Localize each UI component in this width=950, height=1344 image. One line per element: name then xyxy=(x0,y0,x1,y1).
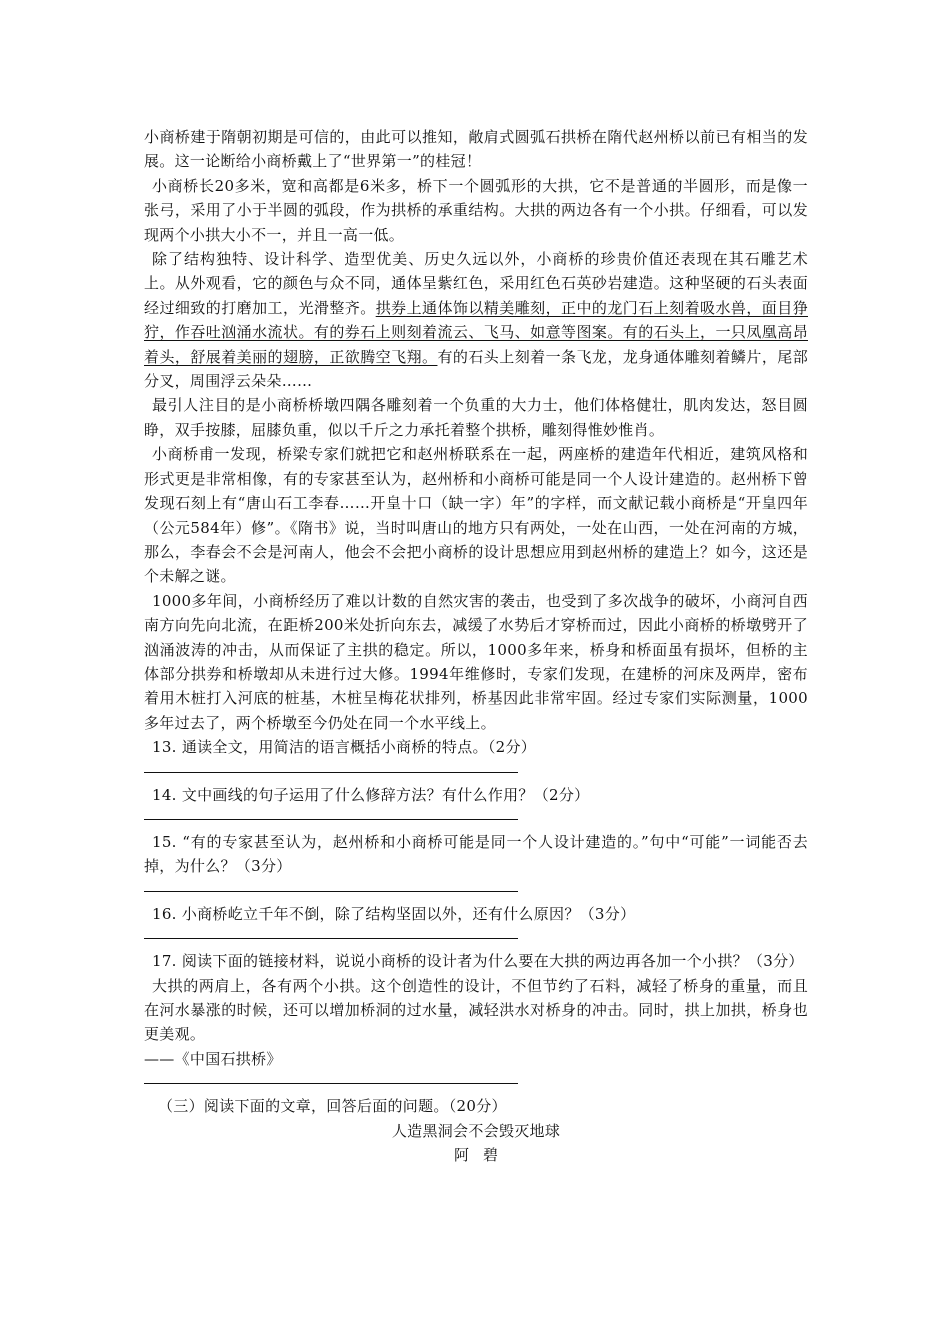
question-15: 15. “有的专家甚至认为，赵州桥和小商桥可能是同一个人设计建造的。”句中“可能”一词能否去掉，为什么？（3分） xyxy=(144,832,808,876)
answer-line-14[interactable] xyxy=(144,819,518,820)
article-title: 人造黑洞会不会毁灭地球 xyxy=(391,1121,561,1140)
document-body xyxy=(144,125,808,1167)
passage-paragraph-1: 小商桥建于隋朝初期是可信的，由此可以推知，敞肩式圆弧石拱桥在隋代赵州桥以前已有相当的发展。这一论断给小商桥戴上了“世界第一”的桂冠！ xyxy=(144,128,808,171)
paragraph-3-lead: 除了结构独特、设计科学、造型优美、历史久远以外，小商桥的珍贵价值还表现在其石雕艺术上。从外观看，它的颜色与众不同，通体呈紫红色，采用红色石英砂岩建造。这种坚硬的石头表面经过细致的打磨加工，光滑整齐。 xyxy=(144,250,808,317)
question-17-material: 大拱的两肩上，各有两个小拱。这个创造性的设计，不但节约了石料，减轻了桥身的重量，而且在河水暴涨的时候，还可以增加桥洞的过水量，减轻洪水对桥身的冲击。同时，拱上加拱，桥身也更美观。 xyxy=(144,976,808,1044)
question-16: 16. 小商桥屹立千年不倒，除了结构坚固以外，还有什么原因？（3分） xyxy=(152,904,636,923)
passage-paragraph-2: 小商桥长20多米，宽和高都是6米多，桥下一个圆弧形的大拱，它不是普通的半圆形，而是像一张弓，采用了小于半圆的弧段，作为拱桥的承重结构。大拱的两边各有一个小拱。仔细看，可以发现两个小拱大小不一，并且一高一低。 xyxy=(144,176,808,244)
question-13: 13. 通读全文，用简洁的语言概括小商桥的特点。（2分） xyxy=(152,738,537,757)
question-17-source: ——《中国石拱桥》 xyxy=(144,1049,282,1068)
underlined-sentences: 拱券上通体饰以精美雕刻，正中的龙门石上刻着吸水兽，面目狰狞，作吞吐汹涌水流状。有的券石上则刻着流云、飞马、如意等图案。有的石头上，一只凤凰高昂着头，舒展着美丽的翅膀，正欲腾空飞翔。 xyxy=(144,298,808,366)
question-17: 17. 阅读下面的链接材料，说说小商桥的设计者为什么要在大拱的两边再各加一个小拱？（3分） xyxy=(152,952,804,971)
passage-paragraph-5: 小商桥甫一发现，桥梁专家们就把它和赵州桥联系在一起，两座桥的建造年代相近，建筑风格和形式更是非常相像，有的专家甚至认为，赵州桥和小商桥可能是同一个人设计建造的。赵州桥下曾发现石刻上有“唐山石工李春……开皇十口（缺一字）年”的字样，而文献记载小商桥是“开皇四年（公元584年）修”。《隋书》说，当时叫唐山的地方只有两处，一处在山西，一处在河南的方城，那么，李春会不会是河南人，他会不会把小商桥的设计思想应用到赵州桥的建造上？如今，这还是个未解之谜。 xyxy=(144,445,808,586)
answer-line-16[interactable] xyxy=(144,938,518,939)
passage-paragraph-6: 1000多年间，小商桥经历了难以计数的自然灾害的袭击，也受到了多次战争的破坏，小商河自西南方向先向北流，在距桥200米处折向东去，减缓了水势后才穿桥而过，因此小商桥的桥墩劈开了汹涌波涛的冲击，从而保证了主拱的稳定。所以，1000多年来，桥身和桥面虽有损坏，但桥的主体部分拱券和桥墩却从未进行过大修。1994年维修时，专家们发现，在建桥的河床及两岸，密布着用木桩打入河底的桩基，木桩呈梅花状排列，桥基因此非常牢固。经过专家们实际测量，1000多年过去了，两个桥墩至今仍处在同一个水平线上。 xyxy=(144,591,808,732)
passage-paragraph-4: 最引人注目的是小商桥桥墩四隅各雕刻着一个负重的大力士，他们体格健壮，肌肉发达，怒目圆睁，双手按膝，屈膝负重，似以千斤之力承托着整个拱桥，雕刻得惟妙惟肖。 xyxy=(144,396,808,439)
article-author-name: 阿碧 xyxy=(453,1146,512,1165)
question-14: 14. 文中画线的句子运用了什么修辞方法？有什么作用？（2分） xyxy=(152,785,590,804)
section-3-heading: （三）阅读下面的文章，回答后面的问题。（20分） xyxy=(158,1097,507,1116)
answer-line-17[interactable] xyxy=(144,1083,518,1084)
paragraph-3-tail: 有的石头上刻着一条飞龙，龙身通体雕刻着鳞片，尾部分叉，周围浮云朵朵…… xyxy=(144,347,809,391)
passage-paragraph-3 xyxy=(144,247,808,393)
article-author xyxy=(144,1143,808,1167)
answer-line-15[interactable] xyxy=(144,891,518,892)
answer-line-13[interactable] xyxy=(144,772,518,773)
